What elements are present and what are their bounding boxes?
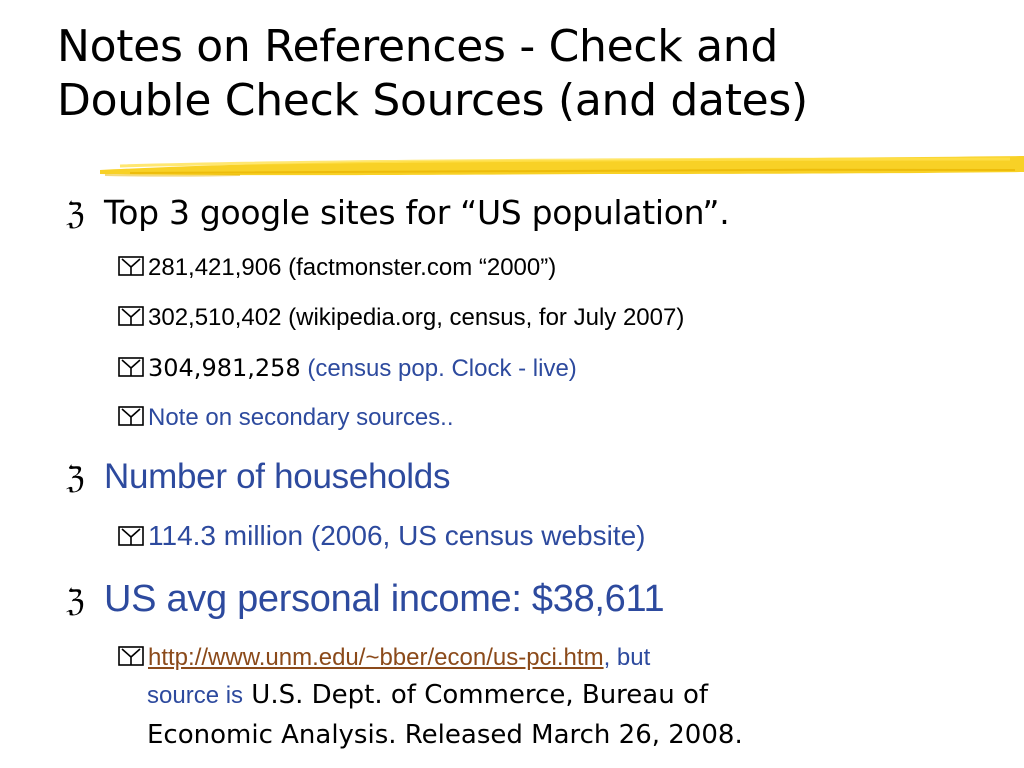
title-line-2: Double Check Sources (and dates) [57, 75, 808, 126]
highlighter-stroke-decoration [100, 150, 1024, 184]
sub-bullet-income-source: http://www.unm.edu/~bber/econ/us-pci.htm, but [118, 644, 650, 674]
sub-bullet-households-count: 114.3 million (2006, US census website) [118, 520, 646, 554]
bullet-income: ℨ US avg personal income: $38,611 [66, 578, 665, 620]
income-source-continuation-1: source is U.S. Dept. of Commerce, Bureau of [147, 680, 709, 710]
check-box-icon [118, 645, 148, 674]
z-bullet-icon: ℨ [66, 197, 85, 232]
z-bullet-icon: ℨ [66, 585, 85, 618]
income-source-continuation-2: Economic Analysis. Released March 26, 2008. [147, 720, 743, 750]
sub-bullet-wikipedia: 302,510,402 (wikipedia.org, census, for July 2007) [118, 304, 684, 334]
check-box-icon [118, 405, 148, 434]
z-bullet-icon: ℨ [66, 462, 85, 495]
sub-bullet-factmonster: 281,421,906 (factmonster.com “2000”) [118, 254, 556, 284]
bullet-households: ℨ Number of households [66, 457, 451, 496]
title-line-1: Notes on References - Check and [57, 21, 779, 72]
sub-bullet-census-clock: 304,981,258 (census pop. Clock - live) [118, 354, 577, 385]
check-box-icon [118, 255, 148, 284]
unm-source-link[interactable]: http://www.unm.edu/~bber/econ/us-pci.htm [148, 644, 604, 671]
check-box-icon [118, 305, 148, 334]
bullet-us-population: ℨ Top 3 google sites for “US population”. [66, 193, 730, 232]
check-box-icon [118, 356, 148, 385]
sub-bullet-secondary-sources: Note on secondary sources.. [118, 404, 454, 434]
check-box-icon [118, 522, 148, 554]
slide-title [57, 20, 997, 128]
